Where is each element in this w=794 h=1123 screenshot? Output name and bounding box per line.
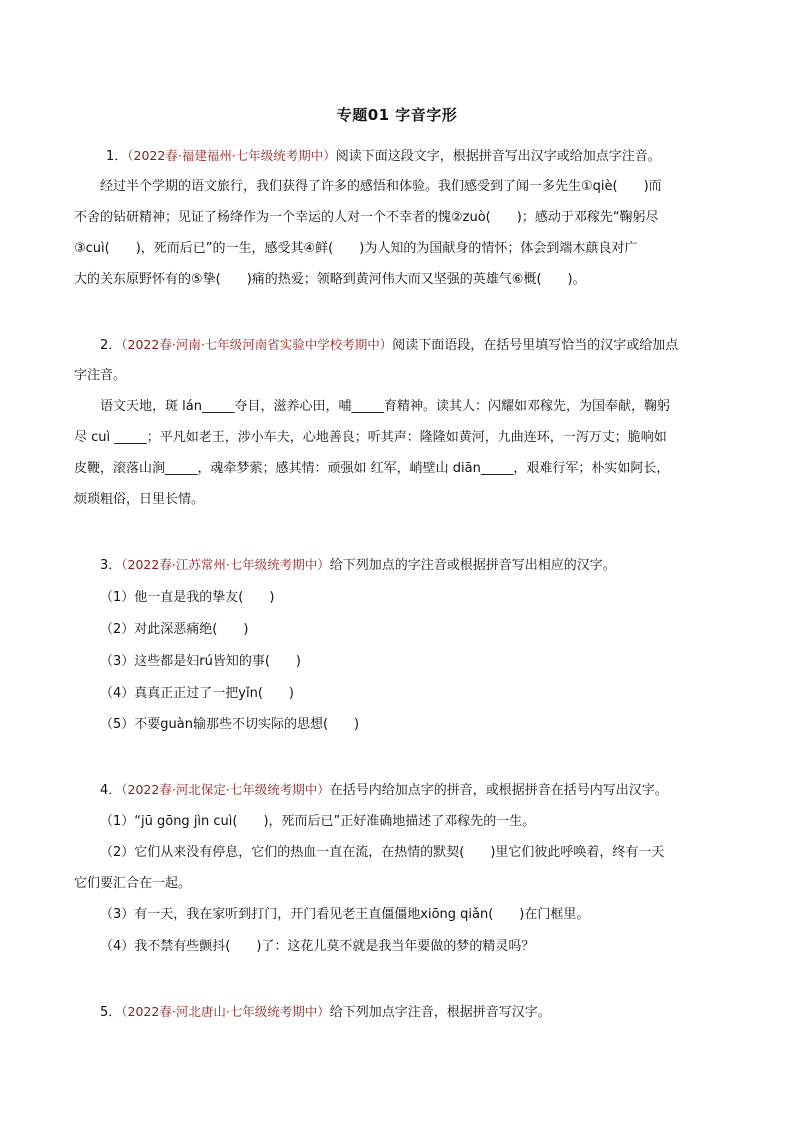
question-source: （2022春·河北唐山·七年级统考期中）: [121, 1004, 330, 1019]
question-4-item: （1）“jū gōng jìn cuì( )，死而后已”正好准确地描述了邓稼先的一生。: [100, 814, 536, 829]
question-number: 2．: [100, 338, 122, 353]
question-3-header: [100, 555, 616, 576]
question-1-line: ③cuì( )，死而后已”的一生，感受其④鲜( )为人知的为国献身的情怀；体会到端木蕻良对广: [74, 241, 638, 256]
question-5-header: [100, 1002, 551, 1023]
question-prompt: 阅读下面这段文字，根据拼音写出汉字或给加点字注音。: [335, 149, 661, 164]
question-1-header: [106, 146, 661, 167]
question-2-line: 烦琐粗俗，日里长情。: [74, 492, 205, 507]
question-4-item: （2）它们从来没有停息，它们的热血一直在流，在热情的默契( )里它们彼此呼唤着，终有一天: [100, 845, 665, 860]
question-3-item: （3）这些都是妇rú皆知的事( ): [100, 654, 301, 669]
question-3-item: （4）真真正正过了一把yǐn( ): [100, 686, 294, 701]
question-prompt: 给下列加点字注音，根据拼音写汉字。: [329, 1005, 551, 1020]
question-2-prompt-cont: 字注音。: [74, 368, 127, 383]
question-prompt: 在括号内给加点字的拼音，或根据拼音在括号内写出汉字。: [329, 783, 668, 798]
question-number: 4．: [100, 783, 122, 798]
question-2-line: 皮鞭，滚落山涧_____，魂牵梦萦；感其情：顽强如 红军，峭壁山 diān_____，艰难行军；朴实如阿长，: [74, 461, 670, 476]
question-1-line: 大的关东原野怀有的⑤挚( )痛的热爱；领略到黄河伟大而又坚强的英雄气⑥概( )。: [74, 272, 586, 287]
question-source: （2022春·江苏常州·七年级统考期中）: [121, 557, 330, 572]
question-3-item: （5）不要guàn输那些不切实际的思想( ): [100, 717, 360, 732]
question-source: （2022春·河南·七年级河南省实验中学校考期中）: [121, 337, 393, 352]
question-4-item: （3）有一天，我在家听到打门，开门看见老王直僵僵地xiōng qiǎn( )在门框里。: [100, 907, 590, 922]
question-4-header: [100, 780, 668, 801]
question-2-line: 尽 cuì _____；平凡如老王，涉小车夫，心地善良；听其声：隆隆如黄河，九曲连环，一泻万丈；脆响如: [74, 430, 667, 445]
question-2-header: [100, 335, 678, 356]
question-3-item: （2）对此深恶痛绝( ): [100, 622, 249, 637]
question-number: 3．: [100, 558, 122, 573]
page-title: 专题01 字音字形: [336, 106, 458, 124]
question-prompt: 给下列加点的字注音或根据拼音写出相应的汉字。: [329, 558, 616, 573]
question-4-item: （4）我不禁有些颤抖( )了：这花儿莫不就是我当年要做的梦的精灵吗？: [100, 939, 535, 954]
question-4-item-cont: 它们要汇合在一起。: [74, 876, 192, 891]
question-1-line: 不舍的钻研精神；见证了杨绛作为一个幸运的人对一个不幸者的愧②zuò( )；感动于邓稼先“鞠躬尽: [74, 210, 659, 225]
question-1-line: 经过半个学期的语文旅行，我们获得了许多的感悟和体验。我们感受到了闻一多先生①qiè( )而: [100, 179, 662, 194]
question-prompt: 阅读下面语段，在括号里填写恰当的汉字或给加点: [392, 338, 679, 353]
question-source: （2022春·福建福州·七年级统考期中）: [127, 148, 336, 163]
question-number: 1．: [106, 149, 128, 164]
question-source: （2022春·河北保定·七年级统考期中）: [121, 782, 330, 797]
question-number: 5．: [100, 1005, 122, 1020]
question-2-line: 语文天地，斑 lán_____夺目，滋养心田，哺_____育精神。读其人：闪耀如邓稼先，为国奉献，鞠躬: [100, 399, 670, 414]
question-3-item: （1）他一直是我的挚友( ): [100, 590, 275, 605]
